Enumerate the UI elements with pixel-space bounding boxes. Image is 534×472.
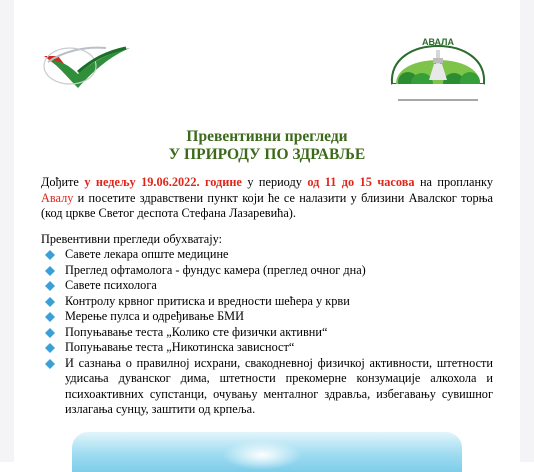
list-item-text: Попуњавање теста „Колико сте физички активни“ — [65, 324, 328, 339]
diamond-bullet-icon — [45, 266, 55, 276]
green-red-check-icon — [40, 42, 132, 92]
diamond-bullet-icon — [45, 297, 55, 307]
diamond-bullet-icon — [45, 250, 55, 260]
intro-text-2: у периоду — [241, 175, 308, 189]
heading-title: Превентивни прегледи — [186, 128, 348, 145]
list-item-text: Попуњавање теста „Никотинска зависност“ — [65, 340, 295, 354]
intro-text-4: и посетите здравствени пункт који ће се налазити у близини Авалског торња (код цркве Светог деспота Стефана Лазаревића). — [41, 190, 493, 220]
diamond-bullet-icon — [45, 281, 55, 291]
list-item — [41, 294, 493, 310]
event-place: Авалу — [41, 190, 74, 205]
list-item-text: Савете лекара опште медицине — [65, 247, 229, 261]
list-item — [41, 340, 493, 356]
diamond-bullet-icon — [45, 312, 55, 322]
avala-tower-emblem-icon — [386, 36, 490, 110]
heading-subtitle: У ПРИРОДУ ПО ЗДРАВЉЕ — [168, 146, 366, 163]
list-item-text: Мерење пулса и одређивање БМИ — [65, 309, 244, 323]
sky-banner-image — [72, 432, 462, 472]
event-date: у недељу 19.06.2022. године — [84, 175, 242, 189]
diamond-bullet-icon — [45, 359, 55, 369]
page-edge-right — [520, 0, 534, 462]
list-item — [41, 356, 493, 418]
diamond-bullet-icon — [45, 343, 55, 353]
list-item-text: Савете психолога — [65, 278, 157, 292]
list-item — [41, 309, 493, 325]
list-item — [41, 278, 493, 294]
intro-text-3: на пропланку — [414, 175, 493, 189]
diamond-bullet-icon — [45, 328, 55, 338]
list-item — [41, 263, 493, 279]
list-item — [41, 325, 493, 341]
list-title: Превентивни прегледи обухватају: — [41, 232, 223, 246]
list-item — [41, 247, 493, 263]
list-item-text: Преглед офтамолога - фундус камера (преглед очног дна) — [65, 262, 366, 277]
banner-glow — [222, 440, 302, 470]
list-item-text: Контролу крвног притиска и вредности шећера у крви — [65, 293, 350, 308]
services-list — [41, 247, 493, 418]
intro-text-1: Дођите — [41, 175, 85, 189]
page-edge-left — [0, 0, 14, 462]
intro-paragraph — [41, 175, 493, 222]
avala-logo-text: АВАЛА — [422, 37, 454, 47]
list-item-text: И сазнања о правилној исхрани, свакодневној физичкој активности, штетности удисања дуванског дима, штетности прекомерне конзумације алкохола и психоактивних супстанци, очувању менталног здравља, избегавању сувишног излагања сунцу, заштити од крпеља. — [65, 355, 493, 416]
event-time: од 11 до 15 часова — [307, 175, 415, 189]
